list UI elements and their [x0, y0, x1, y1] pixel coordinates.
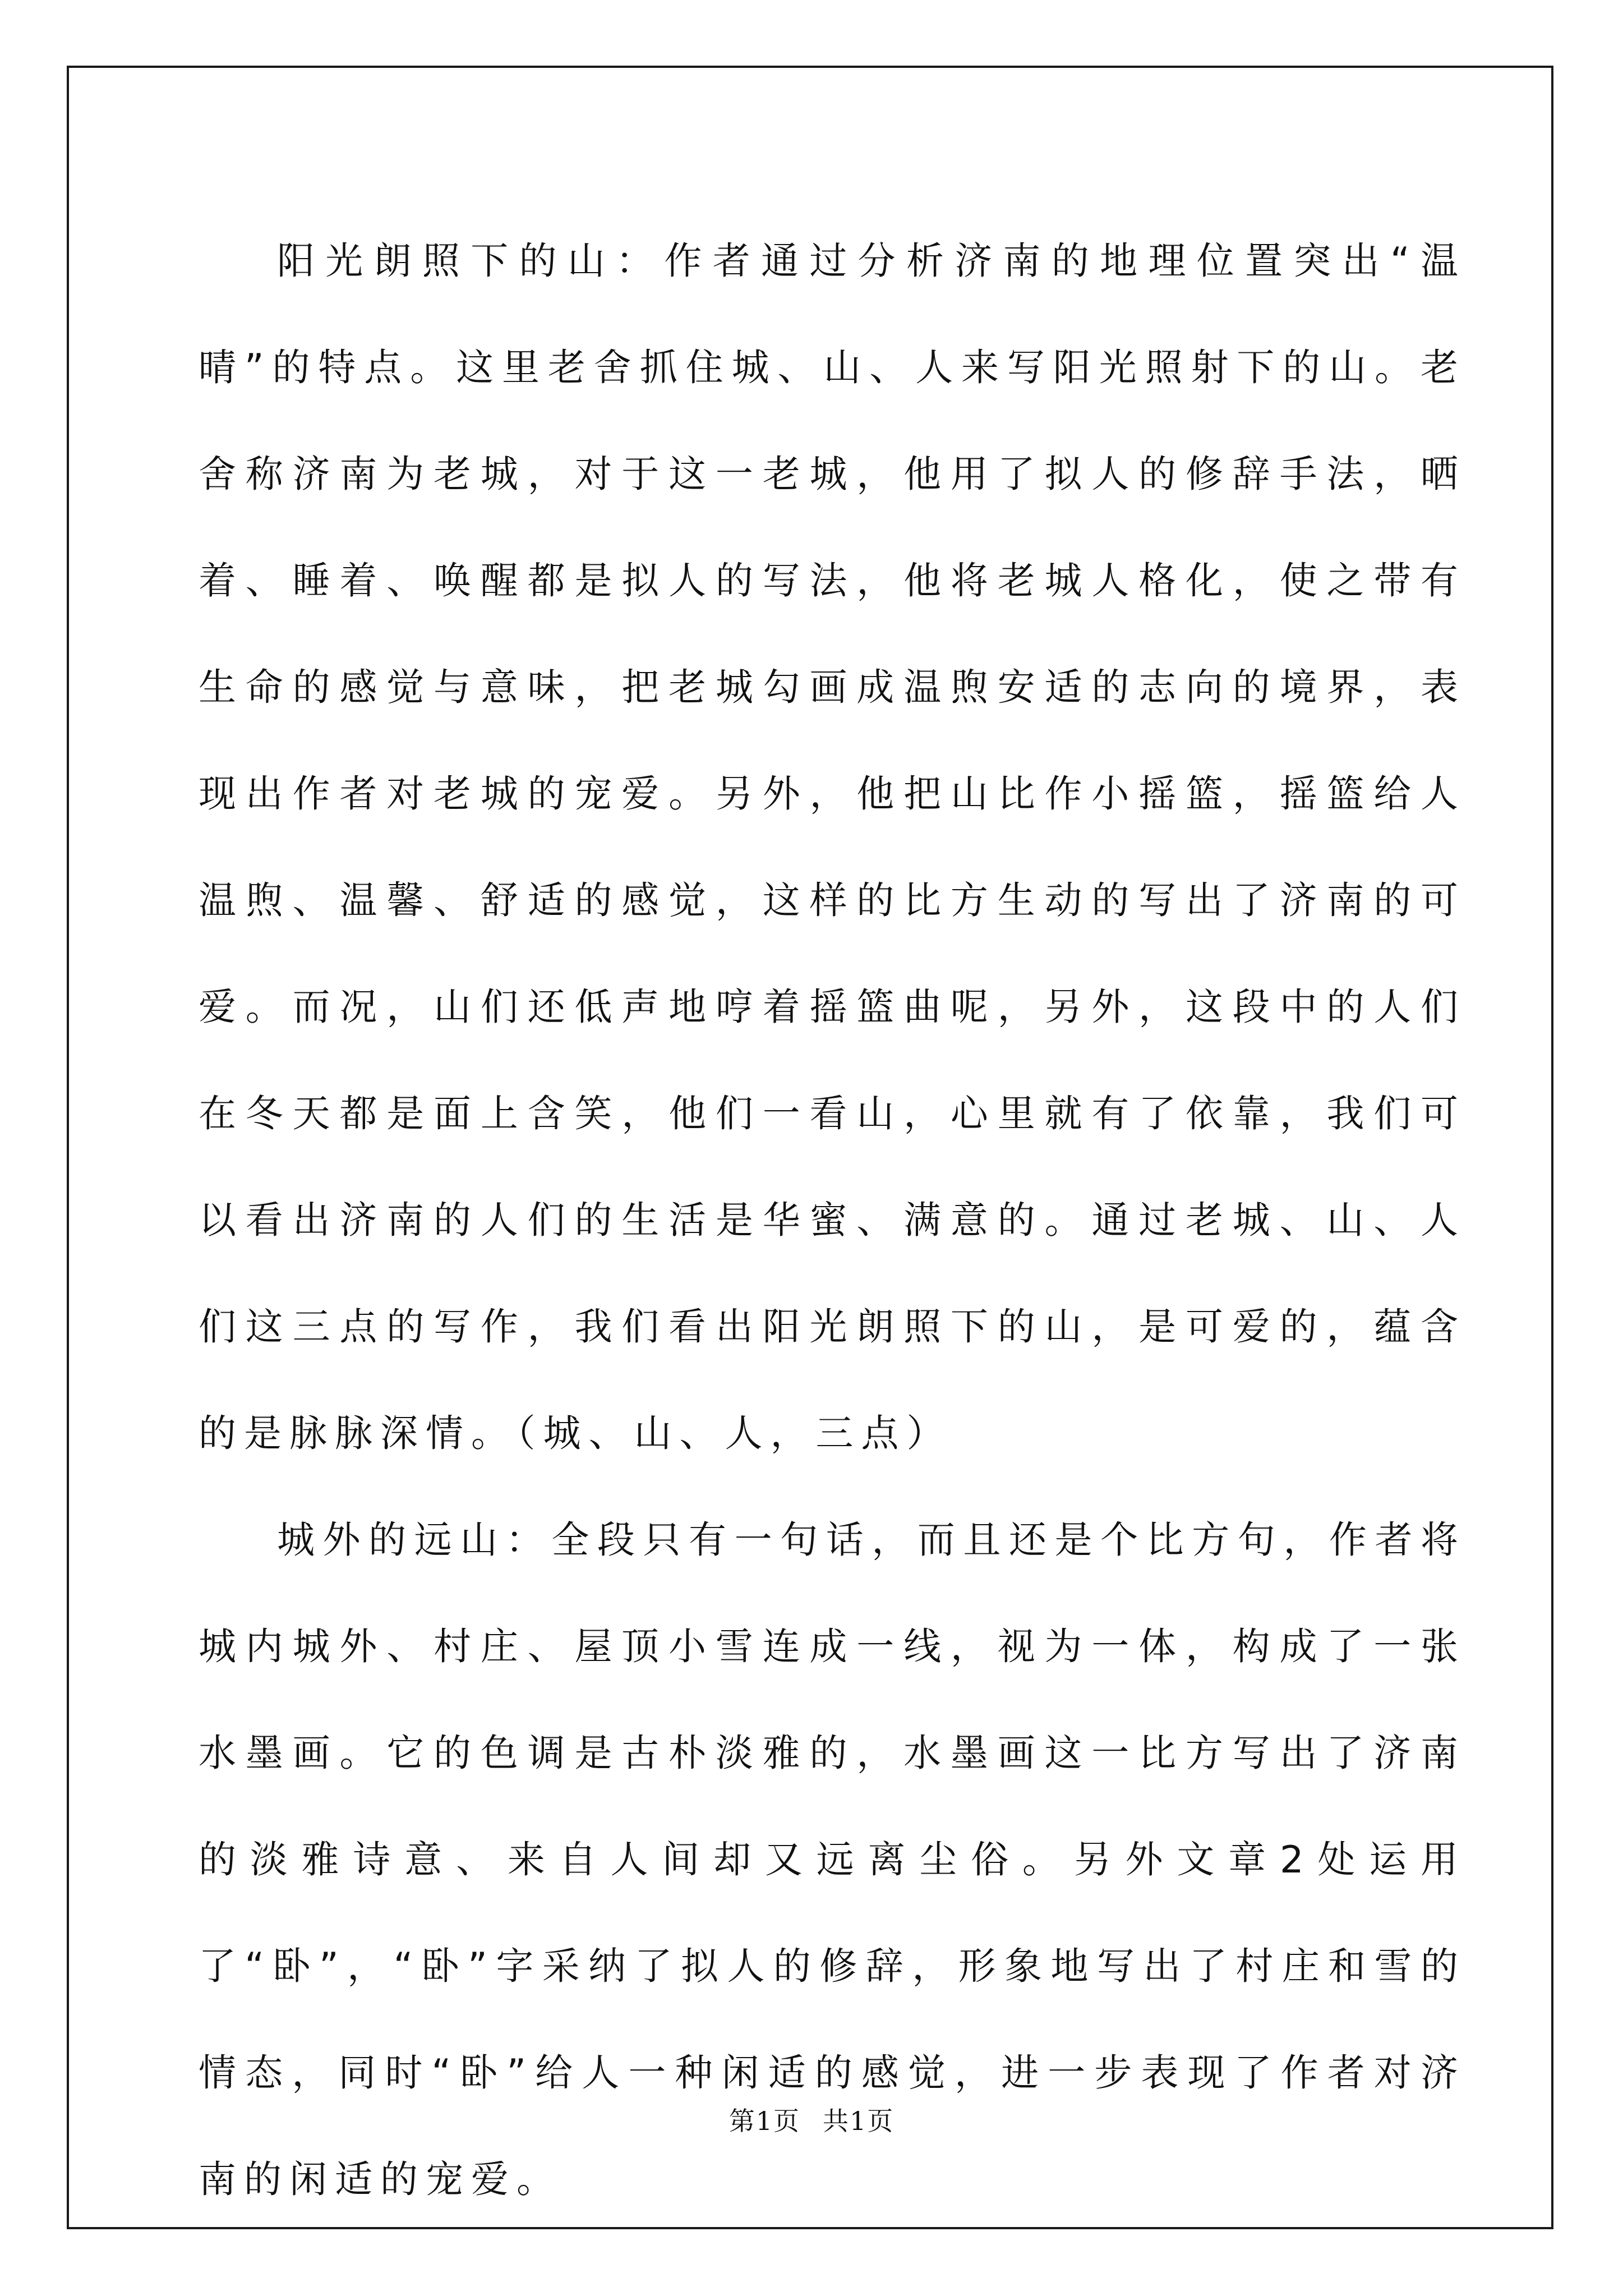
page-footer	[0, 2101, 1623, 2138]
paragraph-sunlit-mountains: 阳光朗照下的山：作者通过分析济南的地理位置突出“温晴”的特点。这里老舍抓住城、山、人来写阳光照射下的山。老舍称济南为老城，对于这一老城，他用了拟人的修辞手法，晒着、睡着、唤醒都是拟人的写法，他将老城人格化，使之带有生命的感觉与意味，把老城勾画成温煦安适的志向的境界，表现出作者对老城的宠爱。另外，他把山比作小摇篮，摇篮给人温煦、温馨、舒适的感觉，这样的比方生动的写出了济南的可爱。而况，山们还低声地哼着摇篮曲呢，另外，这段中的人们在冬天都是面上含笑，他们一看山，心里就有了依靠，我们可以看出济南的人们的生活是华蜜、满意的。通过老城、山、人们这三点的写作，我们看出阳光朗照下的山，是可爱的，蕴含的是脉脉深情。（城、山、人，三点）	[199, 239, 1466, 1455]
page-total: 共1页	[823, 2106, 895, 2136]
document-body	[199, 208, 1466, 2233]
page-number: 第1页	[728, 2106, 800, 2136]
paragraph-distant-mountains: 城外的远山：全段只有一句话，而且还是个比方句，作者将城内城外、村庄、屋顶小雪连成一线，视为一体，构成了一张水墨画。它的色调是古朴淡雅的，水墨画这一比方写出了济南的淡雅诗意、来自人间却又远离尘俗。另外文章2处运用了“卧”，“卧”字采纳了拟人的修辞，形象地写出了村庄和雪的情态，同时“卧”给人一种闲适的感觉，进一步表现了作者对济南的闲适的宠爱。	[199, 1518, 1466, 2201]
